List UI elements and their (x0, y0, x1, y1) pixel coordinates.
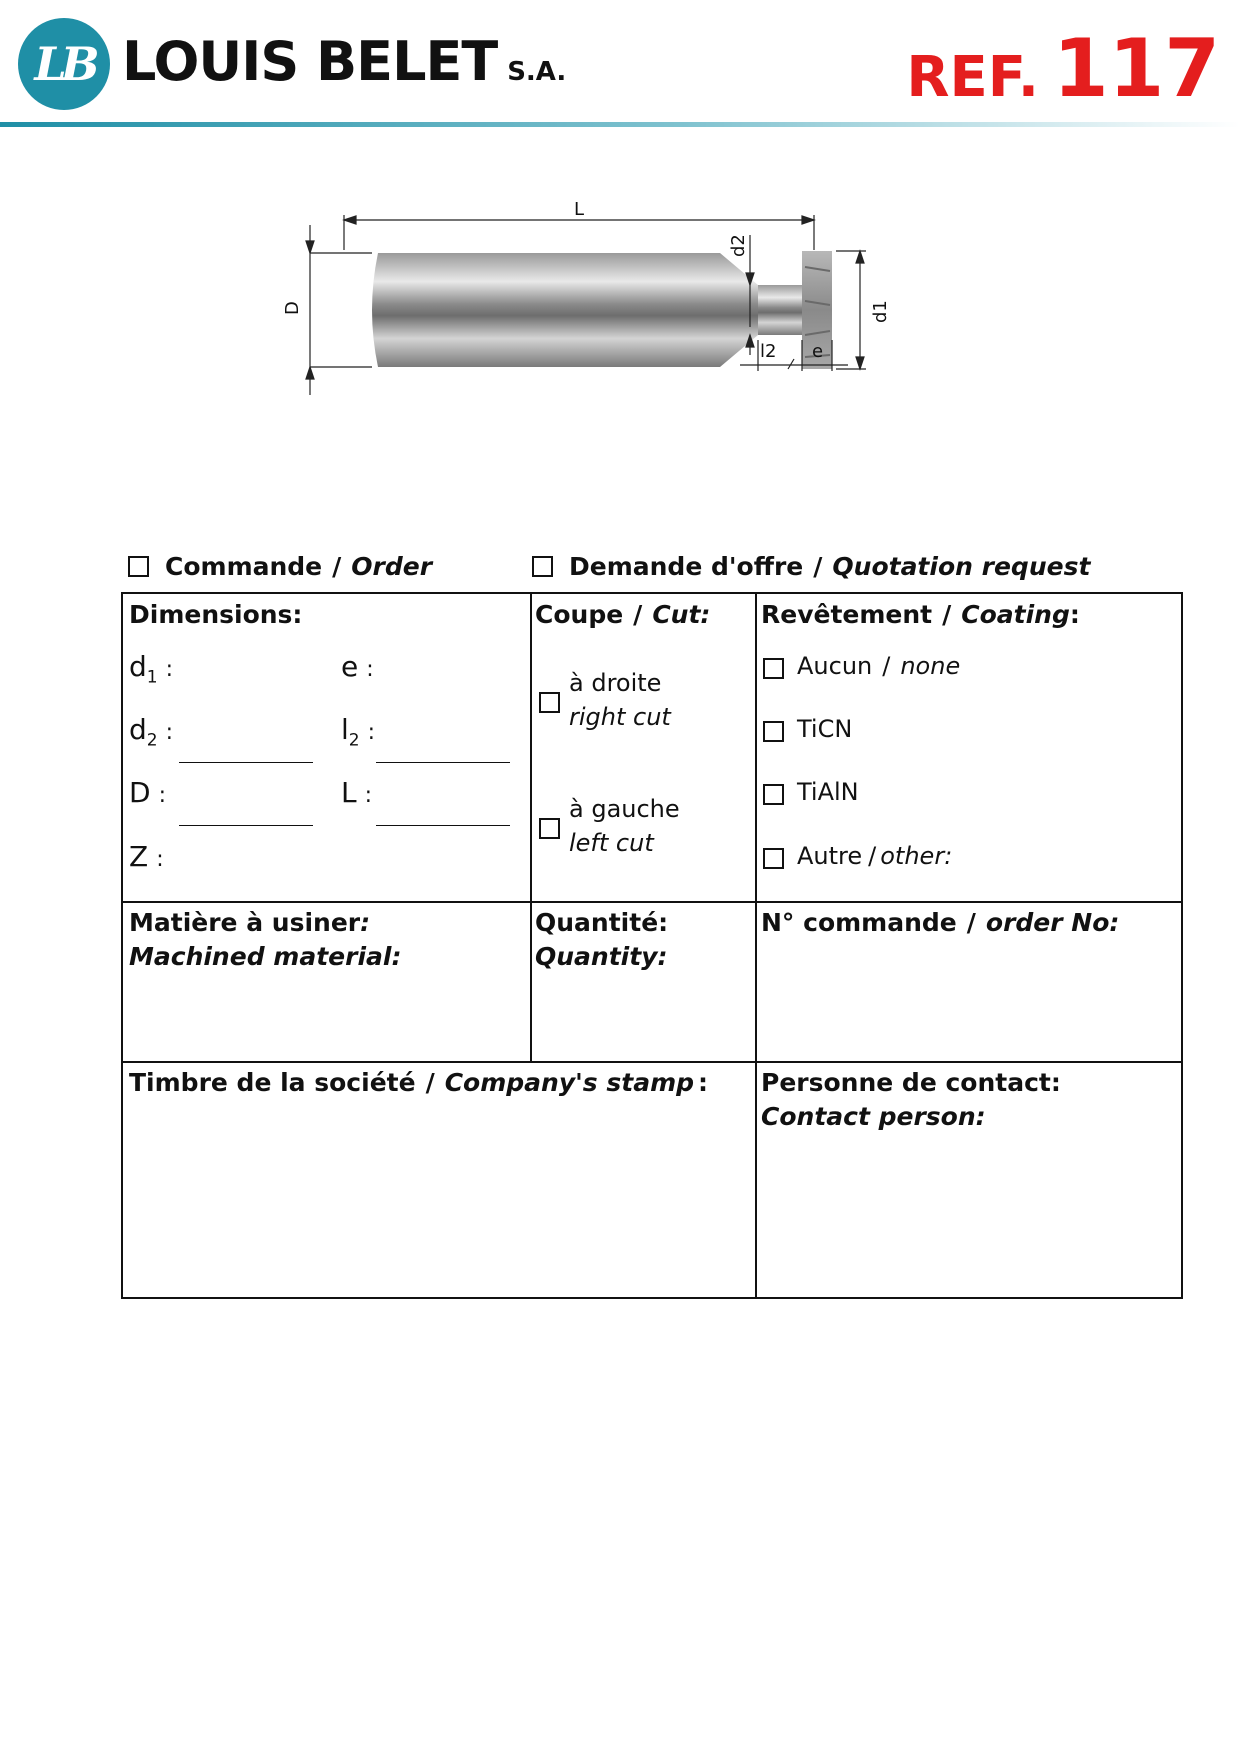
left-cut-en: left cut (569, 829, 654, 857)
cut-title-fr: Coupe (535, 600, 624, 629)
divider-h2 (123, 1061, 1183, 1063)
coating-ticn-checkbox[interactable] (763, 721, 784, 742)
stamp-title-en: Company's stamp (444, 1068, 695, 1097)
dim-l2-base: l (341, 713, 349, 746)
quantity-title (535, 906, 668, 974)
contact-title-en: Contact person: (761, 1102, 986, 1131)
dim-L-base: L (341, 776, 357, 809)
quantity-title-fr: Quantité: (535, 908, 669, 937)
material-title-colon: : (360, 908, 371, 937)
stamp-title (129, 1066, 708, 1100)
coating-other-label (797, 842, 952, 870)
dim-d2-sub: 2 (146, 730, 158, 751)
divider-v1 (530, 594, 532, 1061)
header-divider (0, 122, 1240, 127)
order-label-fr: Commande (165, 552, 323, 581)
quote-checkbox[interactable] (532, 556, 553, 577)
company-logo-letters: LB (34, 37, 94, 91)
coating-title (761, 598, 1080, 632)
right-cut-en: right cut (569, 703, 671, 731)
dim-Z-base: Z (129, 840, 149, 873)
coating-title-colon: : (1069, 600, 1080, 629)
right-cut-checkbox[interactable] (539, 692, 560, 713)
tool-drawing (282, 199, 980, 435)
dim-l2-field[interactable] (376, 762, 510, 763)
dim-D-base: D (129, 776, 151, 809)
dim-d2-base: d (129, 713, 147, 746)
dim-D-colon: : (158, 783, 166, 808)
order-form (121, 592, 1183, 1299)
coating-tialn-checkbox[interactable] (763, 784, 784, 805)
coating-ticn-label: TiCN (797, 715, 853, 743)
coating-title-slash: / (942, 600, 952, 629)
material-title-en: Machined material: (129, 942, 402, 971)
order-no-title-en: order No: (985, 908, 1120, 937)
contact-title (761, 1066, 1061, 1134)
quote-slash: / (813, 552, 823, 581)
contact-title-fr: Personne de contact: (761, 1068, 1061, 1097)
company-suffix: S.A. (507, 57, 567, 87)
order-no-title-slash: / (966, 908, 976, 937)
dim-L-label (341, 778, 372, 811)
coating-none-label (797, 652, 960, 680)
divider-h1 (123, 901, 1183, 903)
dim-l2-label (341, 715, 375, 756)
coating-other-fr: Autre (797, 842, 863, 870)
right-cut-label (569, 666, 671, 734)
coating-other-en: other: (880, 842, 953, 870)
dim-e-label (341, 652, 374, 685)
dim-D-field[interactable] (179, 825, 313, 826)
label-L: L (574, 199, 585, 220)
cut-title-en: Cut: (652, 600, 711, 629)
order-checkbox[interactable] (128, 556, 149, 577)
material-title-fr: Matière à usiner (129, 908, 361, 937)
dim-d2-label (129, 715, 173, 756)
coating-other-slash: / (868, 842, 877, 870)
label-d2: d2 (728, 234, 749, 257)
left-cut-fr: à gauche (569, 795, 680, 823)
dim-d1-colon: : (165, 657, 174, 682)
tool-neck (758, 285, 802, 335)
coating-title-en: Coating (961, 600, 1070, 629)
order-label-en: Order (351, 552, 433, 581)
tool-taper (720, 253, 758, 367)
coating-none-slash: / (882, 652, 891, 680)
coating-none-fr: Aucun (797, 652, 873, 680)
dim-d1-sub: 1 (146, 667, 158, 688)
stamp-title-slash: / (425, 1068, 435, 1097)
label-D: D (282, 301, 303, 315)
coating-tialn-label: TiAlN (797, 778, 859, 806)
dim-L-colon: : (364, 783, 373, 808)
dim-L-field[interactable] (376, 825, 510, 826)
dim-d1-label (129, 652, 173, 693)
dim-l2-colon: : (367, 720, 376, 745)
reference (906, 22, 1220, 115)
cut-title-slash: / (633, 600, 643, 629)
stamp-title-colon: : (698, 1068, 709, 1097)
dim-e-colon: : (366, 657, 374, 682)
cut-title (535, 598, 710, 632)
dim-d2-field[interactable] (179, 762, 313, 763)
dim-Z-colon: : (156, 847, 164, 872)
quote-option[interactable] (532, 552, 1090, 581)
quote-label-fr: Demande d'offre (569, 552, 804, 581)
dim-D-label (129, 778, 166, 811)
order-no-title-fr: N° commande (761, 908, 957, 937)
left-cut-checkbox[interactable] (539, 818, 560, 839)
label-e: e (812, 341, 824, 362)
coating-other-checkbox[interactable] (763, 848, 784, 869)
stamp-title-fr: Timbre de la société (129, 1068, 416, 1097)
dim-Z-label (129, 842, 164, 875)
quantity-title-en: Quantity: (535, 942, 668, 971)
label-d1: d1 (870, 300, 891, 323)
dim-d2-colon: : (165, 720, 174, 745)
quote-label-en: Quotation request (832, 552, 1091, 581)
tool-shank (372, 253, 720, 367)
dim-e-base: e (341, 650, 359, 683)
dim-l2-sub: 2 (348, 730, 360, 751)
order-slash: / (332, 552, 342, 581)
right-cut-fr: à droite (569, 669, 662, 697)
company-name-text: LOUIS BELET (122, 30, 498, 93)
order-option[interactable] (128, 552, 432, 581)
company-name (122, 30, 566, 93)
coating-none-checkbox[interactable] (763, 658, 784, 679)
ref-number: 117 (1053, 22, 1220, 115)
coating-title-fr: Revêtement (761, 600, 933, 629)
material-title (129, 906, 401, 974)
left-cut-label (569, 792, 680, 860)
ref-label: REF. (906, 45, 1039, 110)
coating-none-en: none (900, 652, 961, 680)
dim-d1-base: d (129, 650, 147, 683)
dimensions-title: Dimensions: (129, 600, 303, 629)
label-l2: l2 (760, 341, 777, 362)
divider-v2 (755, 594, 757, 1299)
order-no-title (761, 906, 1119, 940)
